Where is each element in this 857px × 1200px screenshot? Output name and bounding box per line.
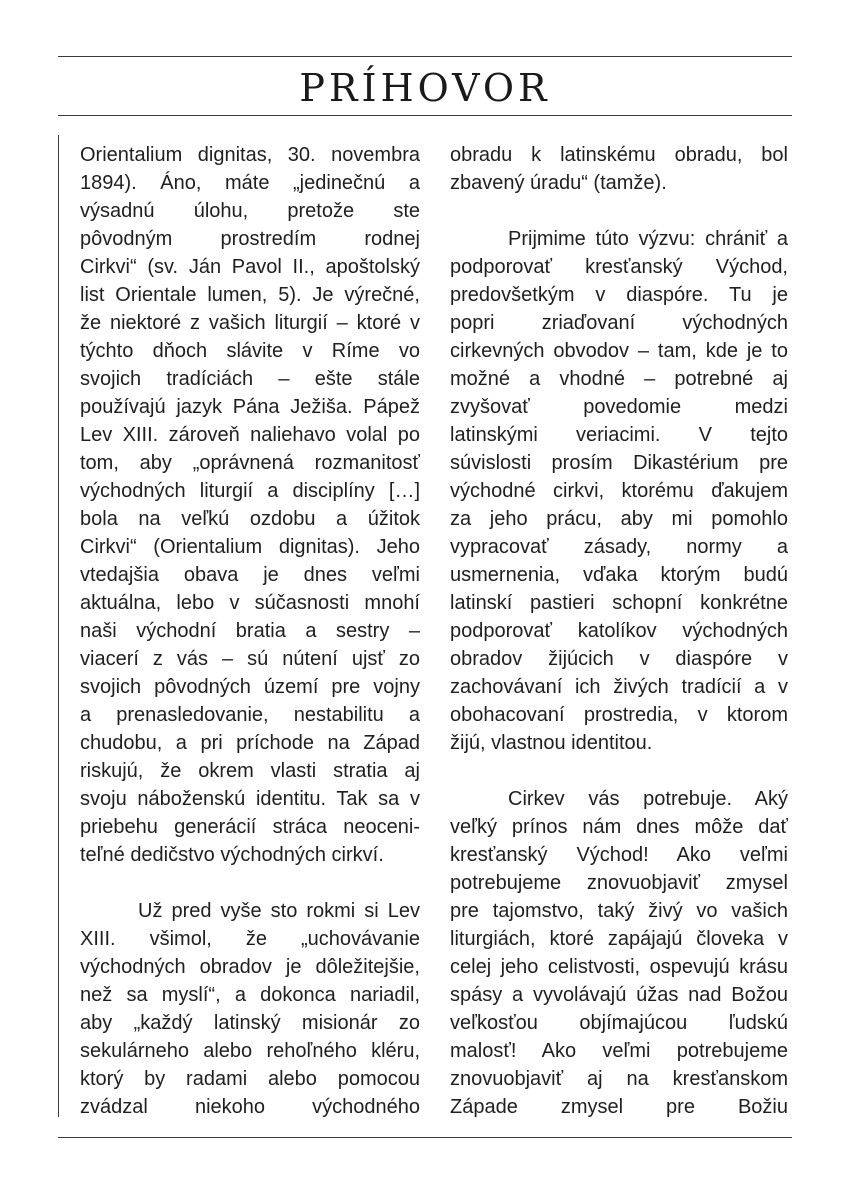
text-line: východných obradov je dôležitejšie, bbox=[80, 956, 420, 978]
paragraph bbox=[450, 141, 788, 197]
text-line: a prenasledovanie, nestabilitu a bbox=[80, 704, 420, 726]
text-line: vypracovať zásady, normy a bbox=[450, 536, 788, 558]
text-line: malosť! Ako veľmi potrebujeme bbox=[450, 1040, 788, 1062]
text-line: vtedajšia obava je dnes veľmi bbox=[80, 564, 420, 586]
text-line: Západe zmysel pre Božiu bbox=[450, 1096, 788, 1118]
text-line: súvislosti prosím Dikastérium pre bbox=[450, 452, 788, 474]
text-line: kresťanský Východ! Ako veľmi bbox=[450, 844, 788, 866]
text-line: týchto dňoch slávite v Ríme vo bbox=[80, 340, 420, 362]
text-line: sekulárneho alebo rehoľného kléru, bbox=[80, 1040, 420, 1062]
text-line: usmernenia, vďaka ktorým budú bbox=[450, 564, 788, 586]
paragraph bbox=[80, 141, 420, 869]
header-top-rule bbox=[58, 56, 792, 57]
text-line: Orientalium dignitas, 30. novembra bbox=[80, 144, 420, 166]
text-line: predovšetkým v diaspóre. Tu je bbox=[450, 284, 788, 306]
text-line: žijú, vlastnou identitou. bbox=[450, 732, 653, 754]
text-line: podporovať kresťanský Východ, bbox=[450, 256, 788, 278]
right-column bbox=[450, 141, 788, 1121]
text-line: liturgiách, ktoré zapájajú človeka v bbox=[450, 928, 788, 950]
text-line: svoju náboženskú identitu. Tak sa v bbox=[80, 788, 420, 810]
text-line: potrebujeme znovuobjaviť zmysel bbox=[450, 872, 788, 894]
text-line: latinskými veriacimi. V tejto bbox=[450, 424, 788, 446]
text-line: aby „každý latinský misionár zo bbox=[80, 1012, 420, 1034]
text-line: naši východní bratia a sestry – bbox=[80, 620, 420, 642]
footer-rule bbox=[58, 1137, 792, 1138]
text-line: pôvodným prostredím rodnej bbox=[80, 228, 420, 250]
paragraph bbox=[80, 897, 420, 1121]
text-line: priebehu generácií stráca neoceni- bbox=[80, 816, 420, 838]
text-line: zachovávaní ich živých tradícií a v bbox=[450, 676, 788, 698]
text-line: XIII. všimol, že „uchovávanie bbox=[80, 928, 420, 950]
text-line: obradu k latinskému obradu, bol bbox=[450, 144, 788, 166]
text-line: spásy a vyvolávajú úžas nad Božou bbox=[450, 984, 788, 1006]
text-line: zvyšovať povedomie medzi bbox=[450, 396, 788, 418]
text-line: veľký prínos nám dnes môže dať bbox=[450, 816, 788, 838]
text-line: výsadnú úlohu, pretože ste bbox=[80, 200, 420, 222]
text-line: než sa myslí“, a dokonca nariadil, bbox=[80, 984, 420, 1006]
text-line: viacerí z vás – sú nútení ujsť zo bbox=[80, 648, 420, 670]
text-line: obohacovaní prostredia, v ktorom bbox=[450, 704, 788, 726]
text-line: Cirkvi“ (sv. Ján Pavol II., apoštolský bbox=[80, 256, 420, 278]
text-line: bola na veľkú ozdobu a úžitok bbox=[80, 508, 420, 530]
text-line: Lev XIII. zároveň naliehavo volal po bbox=[80, 424, 420, 446]
text-line: že niektoré z vašich liturgií – ktoré v bbox=[80, 312, 420, 334]
text-line: svojich tradíciách – ešte stále bbox=[80, 368, 420, 390]
text-line: východné cirkvi, ktorému ďakujem bbox=[450, 480, 788, 502]
paragraph bbox=[450, 225, 788, 757]
text-line: východných liturgií a disciplíny […] bbox=[80, 480, 420, 502]
text-line: Už pred vyše sto rokmi si Lev bbox=[138, 900, 420, 922]
text-line: používajú jazyk Pána Ježiša. Pápež bbox=[80, 396, 420, 418]
text-line: latinskí pastieri schopní konkrétne bbox=[450, 592, 788, 614]
header-bottom-rule bbox=[58, 115, 792, 116]
text-line: 1894). Áno, máte „jedinečnú a bbox=[80, 172, 420, 194]
text-line: chudobu, a pri príchode na Západ bbox=[80, 732, 420, 754]
text-line: popri zriaďovaní východných bbox=[450, 312, 788, 334]
text-line: svojich pôvodných území pre vojny bbox=[80, 676, 420, 698]
text-line: aktuálna, lebo v súčasnosti mnohí bbox=[80, 592, 420, 614]
text-line: Cirkvi“ (Orientalium dignitas). Jeho bbox=[80, 536, 420, 558]
text-line: list Orientale lumen, 5). Je výrečné, bbox=[80, 284, 420, 306]
text-line: riskujú, že okrem vlasti stratia aj bbox=[80, 760, 420, 782]
text-line: možné a vhodné – potrebné aj bbox=[450, 368, 788, 390]
text-line: teľné dedičstvo východných cirkví. bbox=[80, 844, 384, 866]
text-line: cirkevných obvodov – tam, kde je to bbox=[450, 340, 788, 362]
left-margin-rule bbox=[58, 135, 59, 1117]
paragraph bbox=[450, 785, 788, 1121]
text-line: tom, aby „oprávnená rozmanitosť bbox=[80, 452, 420, 474]
text-line: veľkosťou objímajúcou ľudskú bbox=[450, 1012, 788, 1034]
text-line: ktorý by radami alebo pomocou bbox=[80, 1068, 420, 1090]
left-column bbox=[80, 141, 420, 1121]
text-line: obradov žijúcich v diaspóre v bbox=[450, 648, 788, 670]
text-line: zvádzal niekoho východného bbox=[80, 1096, 420, 1118]
text-line: Prijmime túto výzvu: chrániť a bbox=[508, 228, 788, 250]
section-title: PRÍHOVOR bbox=[299, 66, 551, 110]
text-line: za jeho prácu, aby mi pomohlo bbox=[450, 508, 788, 530]
text-line: Cirkev vás potrebuje. Aký bbox=[508, 788, 788, 810]
text-line: celej jeho celistvosti, ospevujú krásu bbox=[450, 956, 788, 978]
text-line: zbavený úradu“ (tamže). bbox=[450, 172, 667, 194]
text-line: pre tajomstvo, taký živý vo vašich bbox=[450, 900, 788, 922]
text-line: znovuobjaviť aj na kresťanskom bbox=[450, 1068, 788, 1090]
text-line: podporovať katolíkov východných bbox=[450, 620, 788, 642]
